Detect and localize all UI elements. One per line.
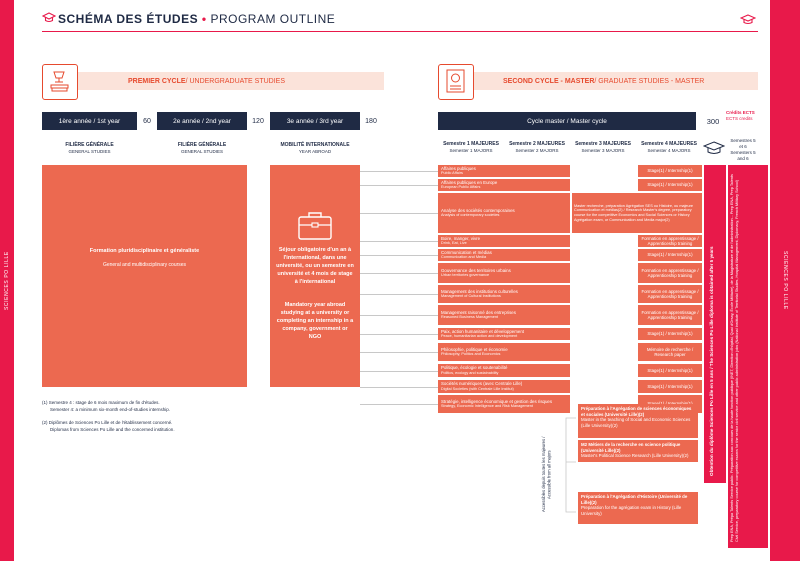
master-row: [438, 305, 702, 325]
row-spacer: [570, 305, 636, 325]
footnote-2: [42, 420, 262, 433]
master-row: [438, 235, 702, 247]
major-title-fr: Politique, écologie et soutenabilité: [441, 365, 508, 371]
col-head-3: [270, 142, 360, 155]
major-title: [438, 179, 570, 191]
lamp-book-icon: [42, 64, 78, 100]
major-outcome-tag: Stage(1) / Internship(1): [638, 380, 702, 393]
first-cycle-subtitle: / UNDERGRADUATE STUDIES: [185, 77, 285, 85]
major-outcome-tag: Formation en apprentissage / Apprenticeship training: [638, 285, 702, 303]
row-connector-line: [360, 387, 438, 388]
page-title: [58, 12, 335, 26]
major-title-fr: Boire, manger, vivre: [441, 235, 481, 241]
sem-head-1: [438, 141, 504, 154]
year-1-bar: 1ère année / 1st year: [42, 112, 137, 130]
master-row: [438, 179, 702, 191]
suitcase-icon: [296, 210, 334, 242]
access-box-3: [578, 492, 698, 524]
sem-head-2: [504, 141, 570, 154]
general-studies-en: General and multidisciplinary courses: [102, 262, 187, 268]
mortarboard-icon: [703, 140, 725, 156]
sem-head-4-fr: Semestre 4 MAJEURES: [641, 141, 697, 147]
col-head-1-fr: FILIÈRE GÉNÉRALE: [65, 142, 114, 148]
master-row: [438, 165, 702, 177]
col-head-3-en: YEAR ABROAD: [298, 148, 332, 154]
sem-head-1-en: Semester 1 MAJORS: [449, 147, 493, 153]
second-cycle-title: SECOND CYCLE - MASTER: [503, 77, 595, 85]
row-connector-line: [360, 404, 438, 405]
row-connector-line: [360, 241, 438, 242]
row-spacer: [570, 235, 636, 247]
diploma-band: [704, 165, 726, 483]
access-box-1-en: Master in the teaching of Social and Economic Sciences (Lille University)(2): [581, 417, 691, 429]
major-title-fr: Philosophie, politique et économie: [441, 346, 508, 352]
major-outcome-tag: Formation en apprentissage / Apprenticeship training: [638, 263, 702, 283]
row-spacer: [570, 380, 636, 393]
access-box-2: [578, 440, 698, 462]
first-cycle-band: [42, 72, 384, 90]
graduation-cap-icon-right: [740, 14, 756, 26]
sem-head-3: [570, 141, 636, 154]
major-title: [438, 235, 570, 247]
footnote-2-fr: (2) Diplômes de Sciences Po Lille et de l'établissement concerné.: [42, 420, 173, 425]
row-connector-line: [360, 213, 438, 214]
major-title-en: Philosophy, Politics and Economics: [441, 352, 501, 357]
col-head-3-fr: MOBILITÉ INTERNATIONALE: [280, 142, 350, 148]
major-title-fr: Paix, action humanitaire et développement: [441, 328, 524, 334]
major-title-en: Drink, Eat, Live: [441, 241, 467, 246]
major-title-fr: Stratégie, intelligence économique et gestion des risques: [441, 398, 553, 404]
major-title-en: Management of Cultural Institutions: [441, 294, 501, 299]
major-title-fr: Gouvernance des territoires urbains: [441, 267, 511, 273]
year-2-bar: 2e année / 2nd year: [157, 112, 247, 130]
major-title-fr: Management des institutions culturelles: [441, 288, 518, 294]
diploma-icon: [438, 64, 474, 100]
sem-head-3-en: Semester 3 MAJORS: [581, 147, 625, 153]
major-title-en: Strategy, Economic Intelligence and Risk Management: [441, 404, 533, 409]
master-row: [438, 364, 702, 377]
major-title: [438, 249, 570, 261]
access-bracket: [560, 412, 578, 522]
major-title-fr: Communication et médias: [441, 249, 492, 255]
major-title-en: European Public Affairs: [441, 185, 481, 190]
semesters-5-6-label: Semestres 5 et 6 Semesters 5 and 6: [730, 138, 756, 161]
year-abroad-en: Mandatory year abroad studying at a university or completing an internship in a company, government or NGO: [276, 302, 354, 340]
right-side-label: SCIENCES PO LILLE: [782, 251, 788, 310]
access-box-2-title: M2 Métiers de la recherche en science politique (Université Lille)(2): [581, 442, 681, 453]
sem-head-2-en: Semester 2 MAJORS: [515, 147, 559, 153]
major-outcome-tag: Mémoire de recherche / Research paper: [638, 343, 702, 361]
col-head-1: [42, 142, 137, 155]
col-head-2-fr: FILIÈRE GÉNÉRALE: [177, 142, 227, 148]
sem-head-2-fr: Semestre 2 MAJEURES: [509, 141, 565, 147]
master-row: [438, 263, 702, 283]
major-title: [438, 395, 570, 413]
year-3-ects: 180: [365, 117, 377, 125]
title-fr: SCHÉMA DES ÉTUDES: [58, 12, 199, 26]
general-studies-block: [42, 165, 247, 387]
master-row: [438, 343, 702, 361]
major-outcome-tag: Stage(1) / Internship(1): [638, 179, 702, 191]
access-box-1: [578, 404, 698, 438]
major-title-fr: Analyse des sociétés contemporaines: [441, 207, 515, 213]
major-title-en: Politics, ecology and sustainability: [441, 370, 499, 375]
major-title: [438, 328, 570, 340]
major-outcome-tag: Formation en apprentissage / Apprenticeship training: [638, 235, 702, 247]
access-box-1-title: Préparation à l'Agrégation de sciences économiques et sociales (Université Lille)(2): [581, 406, 692, 417]
row-connector-line: [360, 371, 438, 372]
access-box-3-en: Preparation for the agrégation exam in History (Lille University): [581, 505, 682, 517]
sem-head-1-fr: Semestre 1 MAJEURES: [443, 141, 499, 147]
major-title: [438, 305, 570, 325]
row-connector-line: [360, 294, 438, 295]
title-en: PROGRAM OUTLINE: [210, 12, 336, 26]
major-title-fr: Sociétés numériques (avec Centrale Lille): [441, 381, 523, 387]
major-title-en: Communication and Media: [441, 255, 487, 260]
major-title: [438, 364, 570, 377]
major-title-fr: Affaires publiques en Europe: [441, 179, 498, 185]
major-title-en: Analysis of contemporary societies: [441, 213, 500, 218]
second-cycle-subtitle: / GRADUATE STUDIES - MASTER: [594, 77, 705, 85]
major-outcome-tag: Master recherche, préparation Agrégation SES ou Histoire, ou majeure Communication et médias(2) / Research Master's degree, preparatory course for the competitive Economics and Social Sciences or History Agrégation exam, or Communication and Media major(2): [572, 193, 702, 233]
major-title-en: Digital Societies (with Centrale Lille Institut): [441, 386, 514, 391]
ects-legend-en: ECTS credits: [726, 115, 753, 121]
major-title: [438, 263, 570, 283]
col-head-1-en: GENERAL STUDIES: [68, 148, 111, 154]
row-connector-line: [360, 273, 438, 274]
title-separator: •: [201, 12, 207, 26]
sem-head-3-fr: Semestre 3 MAJEURES: [575, 141, 631, 147]
major-title: [438, 193, 570, 233]
footnote-1-fr: (1) Semestre 4 : stage de 6 mois maximum de fin d'études.: [42, 400, 160, 405]
row-spacer: [570, 249, 636, 261]
ects-legend: [726, 110, 766, 122]
master-row: [438, 380, 702, 393]
major-title: [438, 343, 570, 361]
row-spacer: [570, 364, 636, 377]
major-title-en: Reasoned Business Management: [441, 315, 498, 320]
row-spacer: [570, 179, 636, 191]
first-cycle-title: PREMIER CYCLE: [128, 77, 186, 85]
major-outcome-tag: Formation en apprentissage / Apprenticeship training: [638, 305, 702, 325]
graduation-cap-icon: [42, 12, 56, 24]
left-side-label: SCIENCES PO LILLE: [4, 251, 10, 310]
header-rule: [42, 31, 758, 32]
major-title-fr: Affaires publiques: [441, 165, 476, 171]
sem-head-4: [636, 141, 702, 154]
master-cycle-bar: Cycle master / Master cycle: [438, 112, 696, 130]
general-studies-fr: Formation pluridisciplinaire et généraliste: [89, 248, 200, 254]
master-row: [438, 328, 702, 340]
major-outcome-tag: Stage(1) / Internship(1): [638, 364, 702, 377]
row-connector-line: [360, 352, 438, 353]
row-spacer: [570, 328, 636, 340]
row-connector-line: [360, 255, 438, 256]
year-abroad-fr: Séjour obligatoire d'un an à l'international, dans une université, ou un semestre en université et 4 mois de stage à l'international: [276, 247, 354, 285]
major-title-fr: Management raisonné des entreprises: [441, 309, 516, 315]
master-row: [438, 285, 702, 303]
footnote-2-en: Diplomas from Sciences Po Lille and the concerned institution.: [50, 426, 175, 432]
major-title: [438, 165, 570, 177]
year-2-ects: 120: [252, 117, 264, 125]
row-connector-line: [360, 334, 438, 335]
master-ects-value: 300: [706, 116, 720, 126]
row-connector-line: [360, 185, 438, 186]
sem-head-4-en: Semester 4 MAJORS: [647, 147, 691, 153]
row-spacer: [570, 263, 636, 283]
master-row: [438, 249, 702, 261]
row-connector-line: [360, 171, 438, 172]
diploma-text: Obtention du diplôme Sciences Po Lille en 5 ans / The Sciences Po Lille diploma is obtained after 5 years: [709, 246, 714, 476]
year-1-ects: 60: [143, 117, 151, 125]
row-connector-line: [360, 315, 438, 316]
col-head-2: [157, 142, 247, 155]
access-label: Accessibles depuis toutes les majeures / Accessible from all majors: [541, 436, 552, 513]
ects-legend-fr: Crédits ECTS: [726, 110, 755, 115]
major-outcome-tag: Stage(1) / Internship(1): [638, 328, 702, 340]
major-title-en: Public Affairs: [441, 171, 463, 176]
access-box-2-en: Master's Political Science Research (Lille University)(2): [581, 453, 689, 459]
access-box-3-title: Préparation à l'Agrégation d'Histoire (Université de Lille)(2): [581, 494, 688, 505]
footnote-1-en: Semester 4: a minimum six-month end-of-studies internship.: [50, 406, 171, 412]
row-spacer: [570, 285, 636, 303]
major-title-en: Peace, humanitarian action and development: [441, 334, 518, 339]
row-spacer: [570, 343, 636, 361]
major-title: [438, 285, 570, 303]
major-outcome-tag: Stage(1) / Internship(1): [638, 165, 702, 177]
master-row: [438, 193, 702, 233]
row-spacer: [570, 165, 636, 177]
second-cycle-band: [438, 72, 758, 90]
footnote-1: [42, 400, 262, 413]
major-title-en: Urban territories governance: [441, 273, 490, 278]
col-head-2-en: GENERAL STUDIES: [180, 148, 224, 154]
major-title: [438, 380, 570, 393]
careers-text: Prep ENA, Prépa Talents Service public. Préparation aux concours de la haute fonction publique (INET, Direction d'hôpital, Quai d'Orsay, École Militaire), de la Magistrature et de l'administration... Prep ENA, Prep Talents Civil Service, preparatory course for competitive exams for the senior civil service and other public administration jobs (National Institute of Territorial Studies, Hospital Management, Diplomacy, French Military School): [730, 174, 739, 542]
year-3-bar: 3e année / 3rd year: [270, 112, 360, 130]
major-outcome-tag: Stage(1) / Internship(1): [638, 249, 702, 261]
